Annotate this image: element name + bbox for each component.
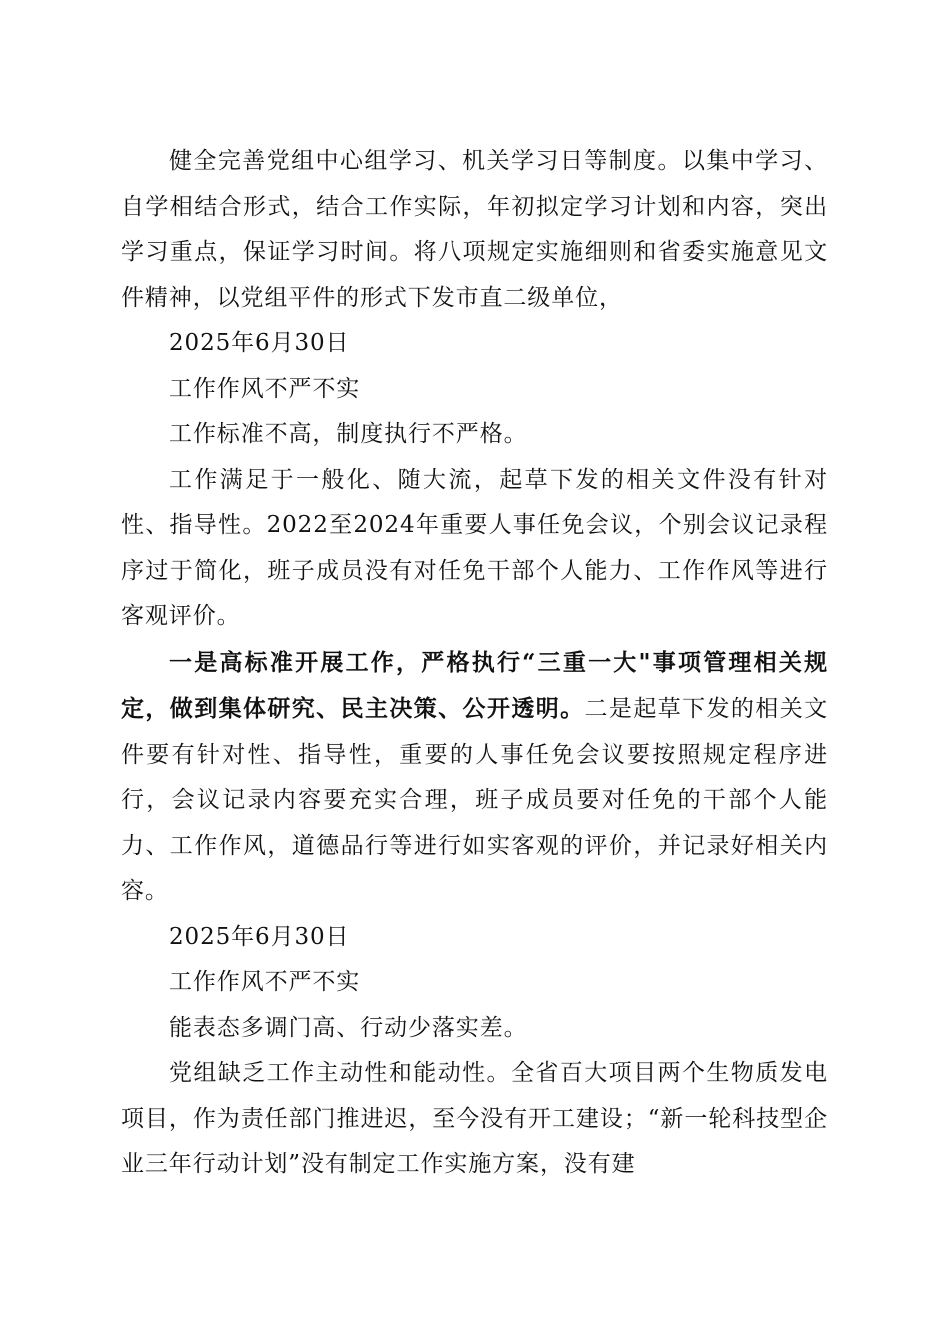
date-line: 2025年6月30日 [169,923,350,950]
paragraph-rectification [121,640,828,915]
rectification-rest: 二是起草下发的相关文件要有针对性、指导性，重要的人事任免会议要按照规定程序进行，会议记录内容要充实合理，班子成员要对任免的干部个人能力、工作作风，道德品行等进行如实客观的评价，并记录好相关内容。 [121,696,828,904]
paragraph-study-system: 健全完善党组中心组学习、机关学习日等制度。以集中学习、自学相结合形式，结合工作实际，年初拟定学习计划和内容，突出学习重点，保证学习时间。将八项规定实施细则和省委实施意见文件精神，以党组平件的形式下发市直二级单位， [121,148,828,311]
paragraph-issue-detail: 党组缺乏工作主动性和能动性。全省百大项目两个生物质发电项目，作为责任部门推进迟，至今没有开工建设；“新一轮科技型企业三年行动计划”没有制定工作实施方案，没有建 [121,1060,828,1177]
document-body [121,139,828,1188]
issue-summary: 能表态多调门高、行动少落实差。 [169,1014,528,1041]
rectification-lead: 一是高标准开展工作，严格执行“三重一大"事项管理相关规定，做到集体研究、民主决策、公开透明。 [121,648,828,722]
date-line: 2025年6月30日 [169,330,350,356]
issue-summary: 工作标准不高，制度执行不严格。 [169,421,528,447]
issue-heading: 工作作风不严不实 [169,375,361,402]
paragraph-issue-detail: 工作满足于一般化、随大流，起草下发的相关文件没有针对性、指导性。2022至2024年重要人事任免会议，个别会议记录程序过于简化，班子成员没有对任免干部个人能力、工作作风等进行客观评价。 [121,466,828,629]
issue-heading: 工作作风不严不实 [169,969,361,995]
